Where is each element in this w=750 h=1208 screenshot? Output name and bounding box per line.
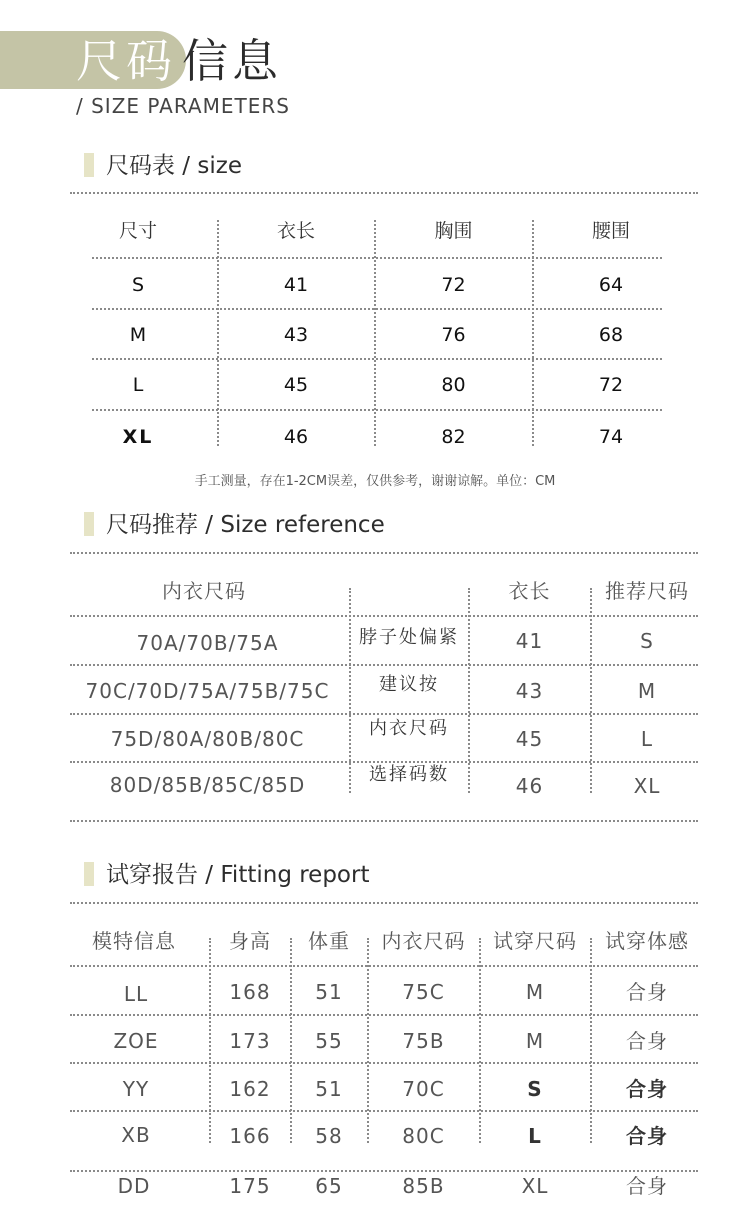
fit-advice-text: 建议按 (379, 674, 439, 695)
table-rule (70, 820, 698, 822)
table-cell: 65 (315, 1174, 343, 1198)
table-cell-model: ZOE (113, 1029, 159, 1053)
table-rule (92, 358, 662, 360)
table-cell: 46 (283, 426, 309, 448)
section-marker (84, 862, 94, 886)
table-cell: 80C (402, 1124, 445, 1148)
table-rule (70, 664, 698, 666)
table-cell: M (525, 1029, 545, 1053)
table-cell: 55 (315, 1029, 343, 1053)
table-cell: S (640, 629, 654, 653)
column-header: 胸围 (434, 220, 473, 242)
table-cell: 合身 (626, 1029, 668, 1053)
section-heading-reference: 尺码推荐 / Size reference (106, 512, 385, 538)
table-cell: 75C (402, 980, 445, 1004)
column-header: 内衣尺码 (381, 929, 466, 953)
table-rule (92, 308, 662, 310)
table-cell: 51 (315, 980, 343, 1004)
column-header: 衣长 (276, 220, 315, 242)
table-cell: 45 (283, 374, 309, 396)
table-rule (70, 1110, 698, 1112)
table-cell: XL (521, 1174, 549, 1198)
table-cell: 74 (598, 426, 624, 448)
table-cell: 41 (515, 629, 544, 653)
table-cell: 58 (315, 1124, 343, 1148)
table-cell: 75B (402, 1029, 445, 1053)
table-cell-model: YY (122, 1077, 150, 1101)
measurement-note: 手工测量，存在1-2CM误差，仅供参考，谢谢谅解。单位：CM (194, 474, 556, 489)
table-rule (70, 1062, 698, 1064)
column-header: 体重 (308, 929, 350, 953)
table-cell: L (528, 1124, 542, 1148)
column-header: 试穿体感 (605, 929, 689, 953)
table-cell: 72 (441, 274, 466, 296)
table-rule (70, 615, 698, 617)
table-cell: 162 (229, 1077, 271, 1101)
page-title-dark: 信息 (182, 34, 282, 88)
table-cell: M (525, 980, 545, 1004)
table-cell: 82 (441, 426, 466, 448)
table-cell: 合身 (626, 1077, 668, 1101)
table-cell: 85B (402, 1174, 445, 1198)
table-cell: 41 (283, 274, 309, 296)
table-cell: XL (633, 774, 661, 798)
column-header: 推荐尺码 (605, 579, 689, 603)
section-marker (84, 153, 94, 177)
table-cell-bra-size: 70C/70D/75A/75B/75C (85, 679, 330, 703)
column-header: 腰围 (591, 220, 630, 242)
table-cell: M (637, 679, 657, 703)
page-title-light: 尺码 (76, 34, 176, 88)
table-cell-bra-size: 75D/80A/80B/80C (110, 727, 305, 751)
table-cell-bra-size: 80D/85B/85C/85D (109, 773, 306, 797)
table-cell: 43 (515, 679, 544, 703)
section-divider (70, 192, 698, 194)
table-cell: 173 (229, 1029, 271, 1053)
table-cell: 76 (441, 324, 466, 346)
table-cell: L (640, 727, 654, 751)
table-rule (70, 1014, 698, 1016)
page-subtitle: / SIZE PARAMETERS (76, 94, 290, 118)
table-rule (70, 965, 698, 967)
table-cell-model: DD (117, 1174, 151, 1198)
table-cell: 168 (229, 980, 271, 1004)
table-cell: 46 (515, 774, 544, 798)
section-heading-size: 尺码表 / size (106, 153, 242, 179)
table-rule (92, 409, 662, 411)
table-cell: 166 (229, 1124, 271, 1148)
fit-advice-text: 选择码数 (369, 764, 449, 785)
table-rule (70, 713, 698, 715)
column-header: 试穿尺码 (493, 929, 577, 953)
section-heading-fitting: 试穿报告 / Fitting report (106, 862, 370, 888)
column-header: 内衣尺码 (162, 579, 246, 603)
column-header: 尺寸 (118, 220, 157, 242)
table-cell-model: XB (121, 1123, 151, 1147)
column-header: 模特信息 (92, 929, 176, 953)
table-cell: 合身 (626, 1174, 668, 1198)
table-cell: 合身 (626, 980, 668, 1004)
table-cell: 合身 (626, 1124, 668, 1148)
table-cell: S (527, 1077, 543, 1101)
table-cell-size: S (131, 274, 145, 296)
fit-advice-text: 脖子处偏紧 (359, 627, 459, 648)
table-cell: 45 (515, 727, 544, 751)
section-divider (70, 902, 698, 904)
table-cell: 80 (441, 374, 466, 396)
table-cell: 51 (315, 1077, 343, 1101)
table-cell: 72 (598, 374, 624, 396)
table-cell: 43 (283, 324, 309, 346)
fit-advice-text: 内衣尺码 (369, 718, 449, 739)
table-cell: 175 (229, 1174, 271, 1198)
table-cell-size: L (132, 374, 144, 396)
section-marker (84, 512, 94, 536)
table-cell-size: XL (122, 426, 154, 448)
table-cell-bra-size: 70A/70B/75A (136, 631, 279, 655)
table-cell: 68 (598, 324, 624, 346)
table-cell-size: M (129, 324, 147, 346)
table-rule (92, 257, 662, 259)
column-header: 衣长 (508, 579, 551, 603)
column-header: 身高 (229, 929, 271, 953)
table-rule (70, 1170, 698, 1172)
table-cell-model: LL (123, 982, 149, 1006)
table-cell: 70C (402, 1077, 445, 1101)
table-cell: 64 (598, 274, 624, 296)
section-divider (70, 552, 698, 554)
